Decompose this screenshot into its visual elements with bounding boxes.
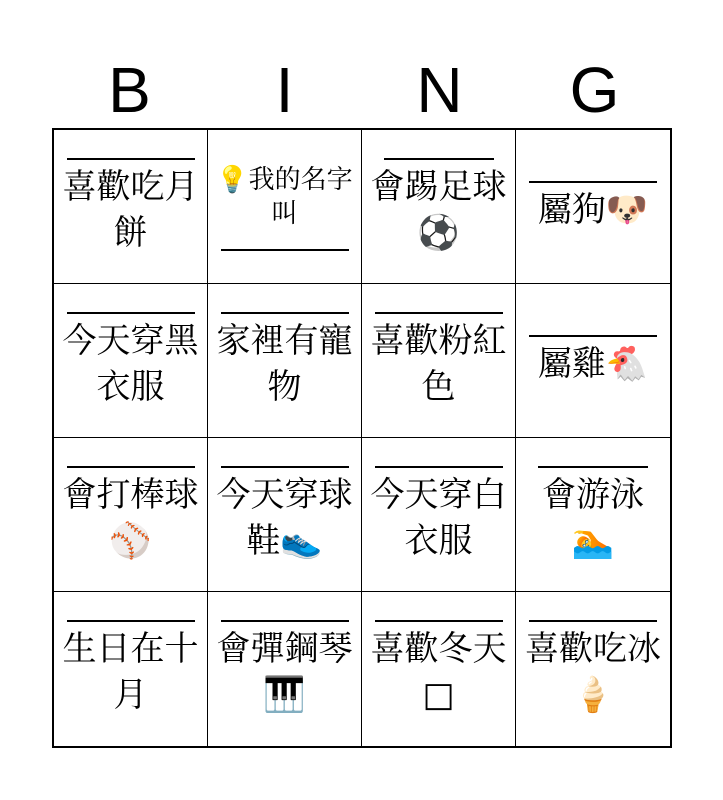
blank-line bbox=[67, 158, 195, 160]
bingo-cell[interactable] bbox=[208, 438, 362, 592]
bingo-header bbox=[52, 52, 672, 128]
bingo-cell[interactable] bbox=[362, 130, 516, 284]
cell-text: 屬雞🐔 bbox=[537, 343, 649, 384]
cell-text: 今天穿白衣服 bbox=[370, 474, 507, 561]
header-letter-b: B bbox=[108, 54, 151, 126]
cell-text: 會游泳🏊 bbox=[542, 474, 644, 561]
blank-line bbox=[67, 312, 195, 314]
bingo-cell[interactable] bbox=[516, 284, 670, 438]
blank-line bbox=[375, 466, 503, 468]
cell-text: 屬狗🐶 bbox=[537, 189, 649, 230]
cell-text: 生日在十月 bbox=[62, 629, 199, 715]
bingo-cell[interactable] bbox=[54, 284, 208, 438]
cell-text: 喜歡粉紅色 bbox=[370, 320, 507, 407]
bingo-cell[interactable] bbox=[208, 592, 362, 746]
cell-text: 會踢足球⚽ bbox=[370, 166, 507, 253]
bingo-board bbox=[52, 128, 672, 748]
blank-line bbox=[221, 466, 349, 468]
cell-text: 喜歡吃冰🍦 bbox=[525, 629, 661, 715]
blank-line bbox=[529, 181, 657, 183]
blank-line bbox=[375, 312, 503, 314]
free-cell-name[interactable] bbox=[208, 130, 362, 284]
blank-line bbox=[375, 620, 503, 622]
bingo-cell[interactable] bbox=[54, 438, 208, 592]
cell-text: 💡我的名字叫 bbox=[216, 164, 353, 229]
bingo-cell[interactable] bbox=[362, 592, 516, 746]
header-letter-g: G bbox=[569, 54, 620, 126]
cell-text: 今天穿黑衣服 bbox=[62, 320, 199, 407]
bingo-cell[interactable] bbox=[516, 130, 670, 284]
cell-text: 喜歡吃月餅 bbox=[62, 166, 199, 253]
cell-text: 會打棒球⚾ bbox=[62, 474, 199, 561]
cell-text: 會彈鋼琴🎹 bbox=[216, 629, 353, 715]
bingo-cell[interactable] bbox=[516, 438, 670, 592]
blank-line bbox=[221, 249, 349, 251]
header-letter-i: I bbox=[275, 54, 294, 126]
cell-text: 家裡有寵物 bbox=[216, 320, 353, 407]
blank-line bbox=[529, 335, 657, 337]
blank-line bbox=[538, 466, 648, 468]
blank-line bbox=[529, 620, 657, 622]
blank-line bbox=[67, 466, 195, 468]
blank-line bbox=[221, 620, 349, 622]
blank-line bbox=[384, 158, 494, 160]
bingo-cell[interactable] bbox=[54, 130, 208, 284]
bingo-cell[interactable] bbox=[516, 592, 670, 746]
cell-text: 今天穿球鞋👟 bbox=[216, 474, 353, 561]
header-letter-n: N bbox=[416, 54, 463, 126]
cell-text: 喜歡冬天□ bbox=[370, 629, 507, 715]
bingo-cell[interactable] bbox=[362, 284, 516, 438]
blank-line bbox=[221, 312, 349, 314]
blank-line bbox=[67, 620, 195, 622]
bingo-cell[interactable] bbox=[208, 284, 362, 438]
bingo-cell[interactable] bbox=[362, 438, 516, 592]
bingo-cell[interactable] bbox=[54, 592, 208, 746]
